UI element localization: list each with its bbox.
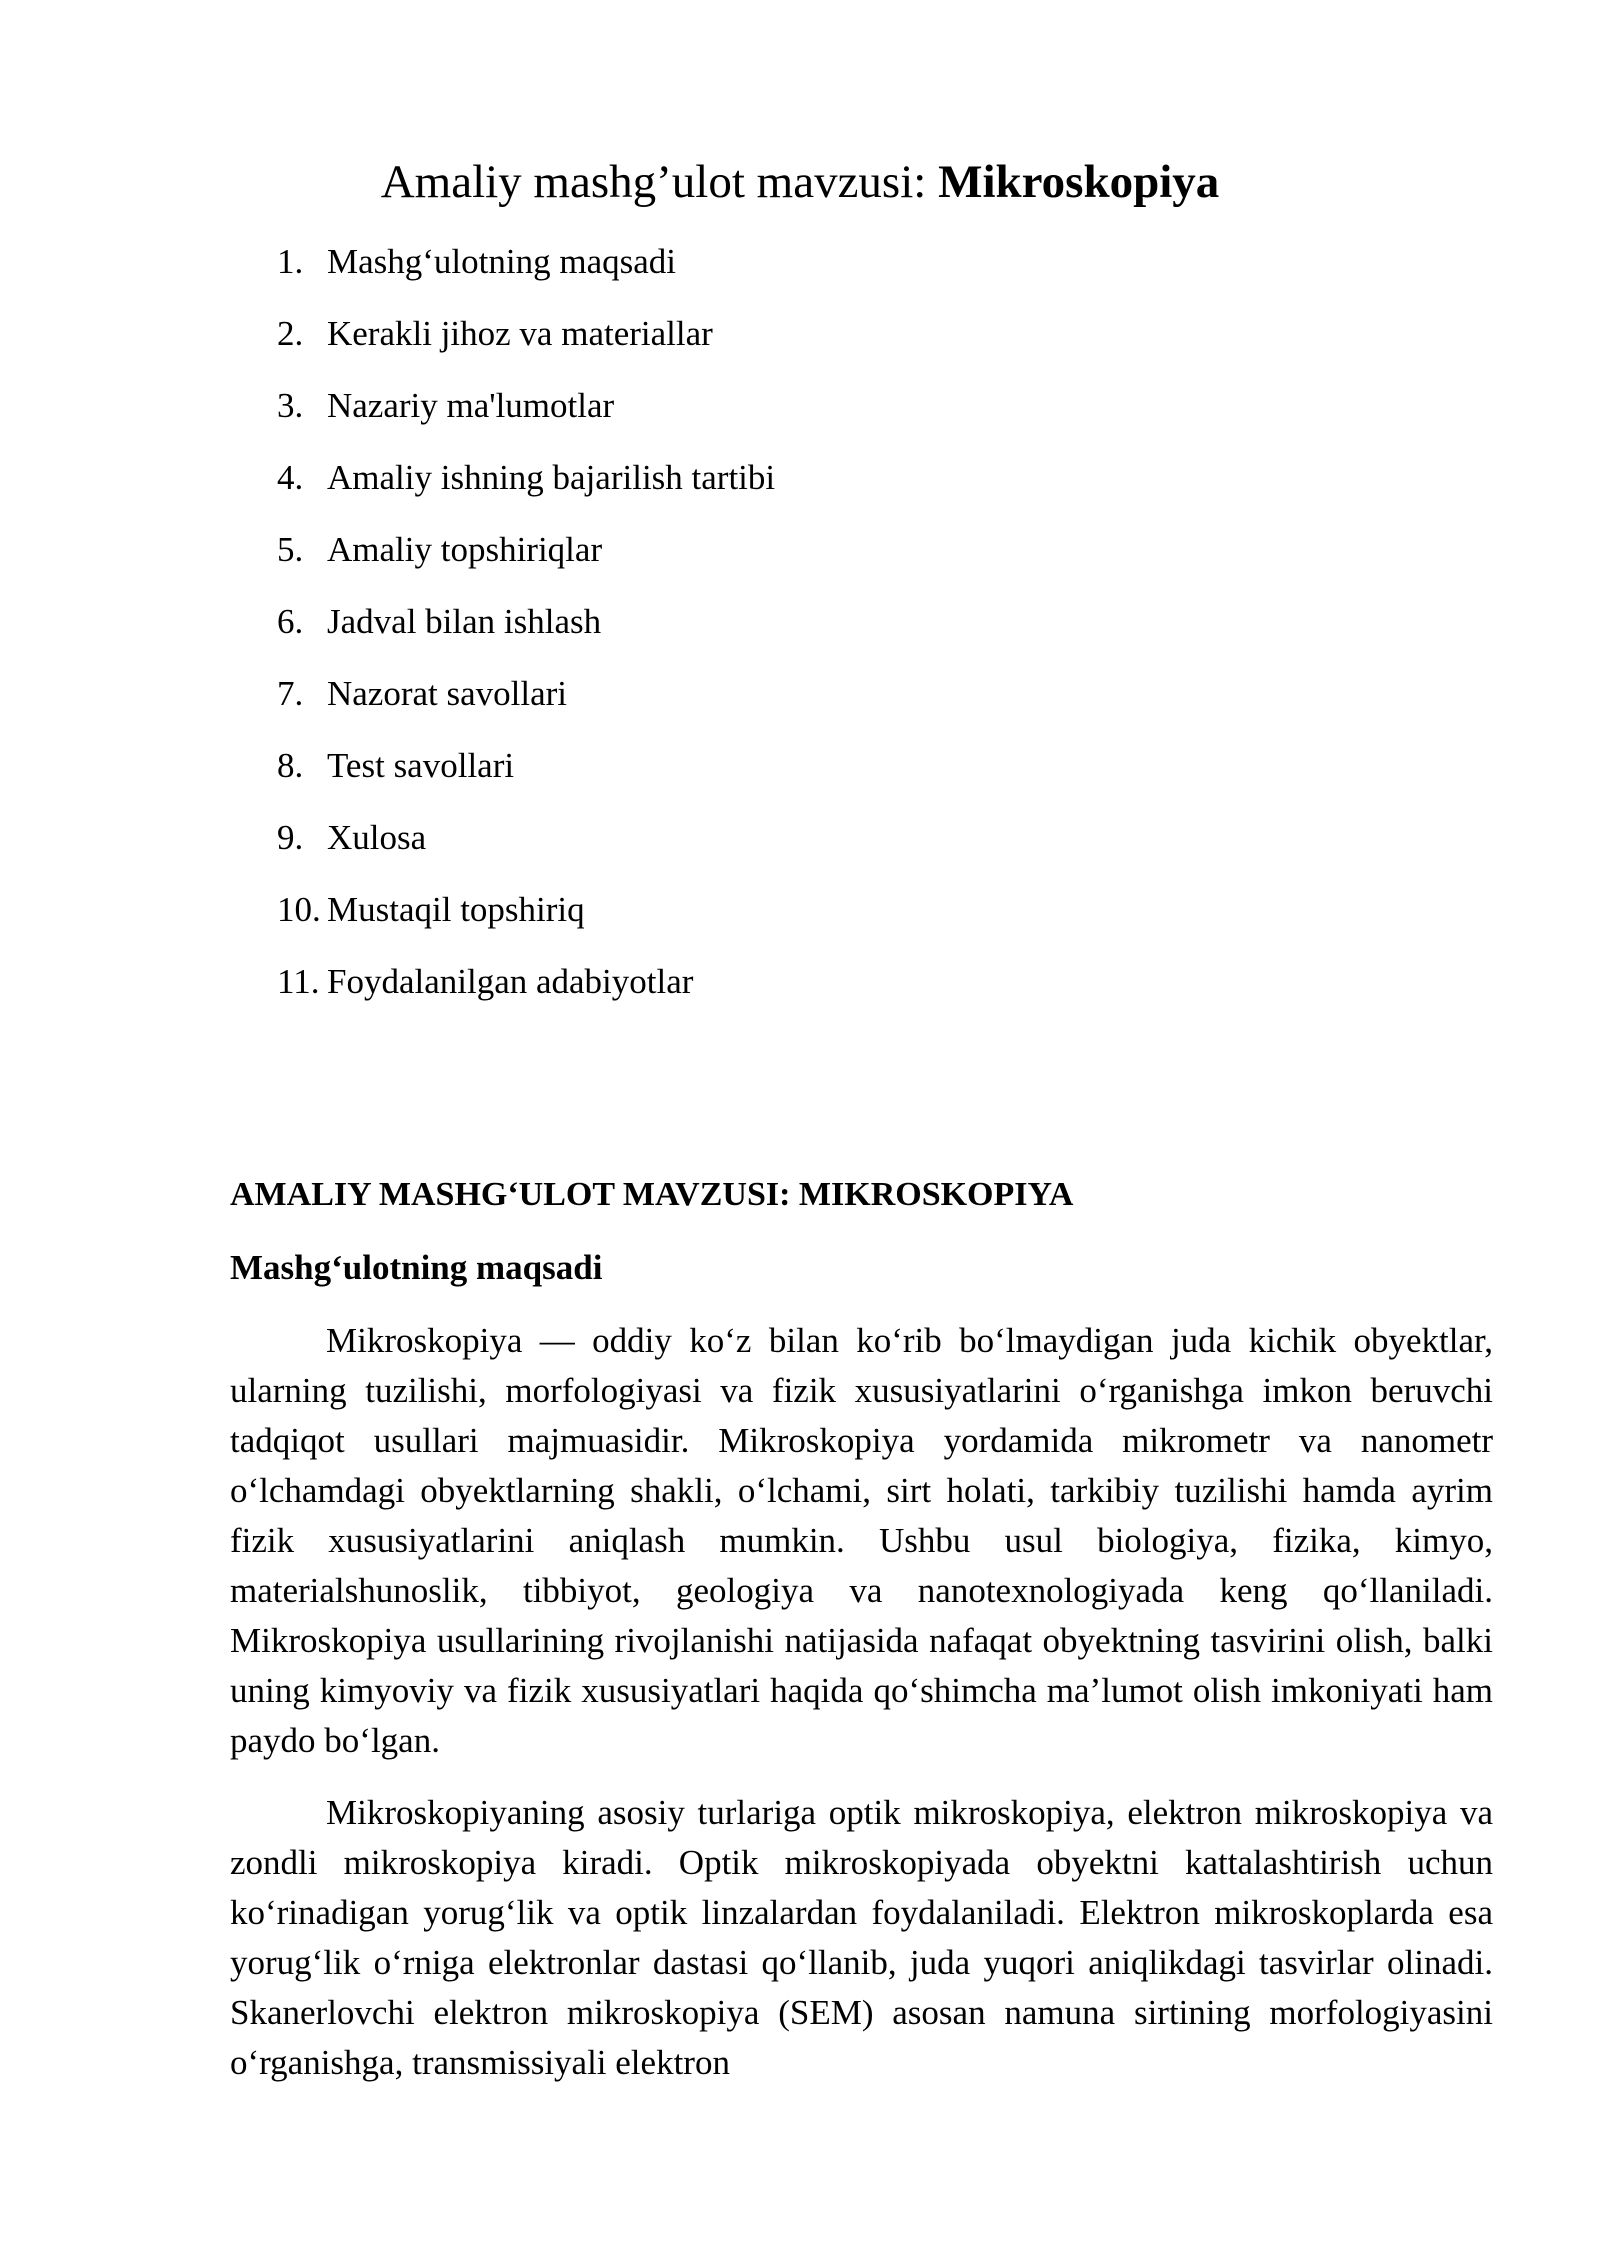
table-of-contents <box>0 232 1600 1024</box>
toc-item <box>0 448 1600 520</box>
toc-item <box>0 880 1600 952</box>
toc-item-label: Kerakli jihoz va materiallar <box>327 314 713 353</box>
toc-item <box>0 592 1600 664</box>
page-title <box>0 150 1600 214</box>
toc-item <box>0 520 1600 592</box>
toc-item-number: 3. <box>277 386 304 425</box>
toc-item-number: 1. <box>277 242 304 281</box>
toc-item-number: 8. <box>277 746 304 785</box>
body-paragraph: Mikroskopiya — oddiy ko‘z bilan ko‘rib bo‘lmaydigan juda kichik obyektlar, ularning tuzilishi, morfologiyasi va fizik xususiyatlarini o‘rganishga imkon beruvchi tadqiqot usullari majmuasidir. Mikroskopiya yordamida mikrometr va nanometr o‘lchamdagi obyektlarning shakli, o‘lchami, sirt holati, tarkibiy tuzilishi hamda ayrim fizik xususiyatlarini aniqlash mumkin. Ushbu usul biologiya, fizika, kimyo, materialshunoslik, tibbiyot, geologiya va nanotexnologiyada keng qo‘llaniladi. Mikroskopiya usullarining rivojlanishi natijasida nafaqat obyektning tasvirini olish, balki uning kimyoviy va fizik xususiyatlari haqida qo‘shimcha ma’lumot olish imkoniyati ham paydo bo‘lgan. <box>230 1321 1493 1760</box>
toc-item-label: Mustaqil topshiriq <box>327 890 585 929</box>
toc-item <box>0 304 1600 376</box>
toc-item-label: Nazariy ma'lumotlar <box>327 386 615 425</box>
toc-item-number: 10. <box>277 890 321 929</box>
toc-item-number: 4. <box>277 458 304 497</box>
toc-item-label: Test savollari <box>327 746 515 785</box>
toc-item-number: 2. <box>277 314 304 353</box>
toc-item-label: Amaliy topshiriqlar <box>327 530 603 569</box>
page-title-prefix: Amaliy mashg’ulot mavzusi: <box>380 156 939 208</box>
toc-item <box>0 664 1600 736</box>
section-heading: AMALIY MASHG‘ULOT MAVZUSI: MIKROSKOPIYA <box>230 1176 1074 1213</box>
toc-item-label: Foydalanilgan adabiyotlar <box>327 962 694 1001</box>
toc-item <box>0 808 1600 880</box>
toc-item-label: Amaliy ishning bajarilish tartibi <box>327 458 776 497</box>
toc-item <box>0 232 1600 304</box>
toc-item-number: 6. <box>277 602 304 641</box>
toc-item-number: 9. <box>277 818 304 857</box>
toc-item-label: Nazorat savollari <box>327 674 568 713</box>
toc-item <box>0 376 1600 448</box>
page-title-topic: Mikroskopiya <box>938 156 1220 208</box>
toc-item <box>0 736 1600 808</box>
toc-item-number: 7. <box>277 674 304 713</box>
toc-item-number: 11. <box>277 962 320 1001</box>
toc-item-label: Xulosa <box>327 818 427 857</box>
toc-item-number: 5. <box>277 530 304 569</box>
body-paragraph: Mikroskopiyaning asosiy turlariga optik mikroskopiya, elektron mikroskopiya va zondli mikroskopiya kiradi. Optik mikroskopiyada obyektni kattalashtirish uchun ko‘rinadigan yorug‘lik va optik linzalardan foydalaniladi. Elektron mikroskoplarda esa yorug‘lik o‘rniga elektronlar dastasi qo‘llanib, juda yuqori aniqlikdagi tasvirlar olinadi. Skanerlovchi elektron mikroskopiya (SEM) asosan namuna sirtining morfologiyasini o‘rganishga, transmissiyali elektron <box>230 1793 1493 2082</box>
section-subheading: Mashg‘ulotning maqsadi <box>230 1248 603 1287</box>
toc-item-label: Jadval bilan ishlash <box>327 602 602 641</box>
toc-item-label: Mashg‘ulotning maqsadi <box>327 242 676 281</box>
toc-item <box>0 952 1600 1024</box>
